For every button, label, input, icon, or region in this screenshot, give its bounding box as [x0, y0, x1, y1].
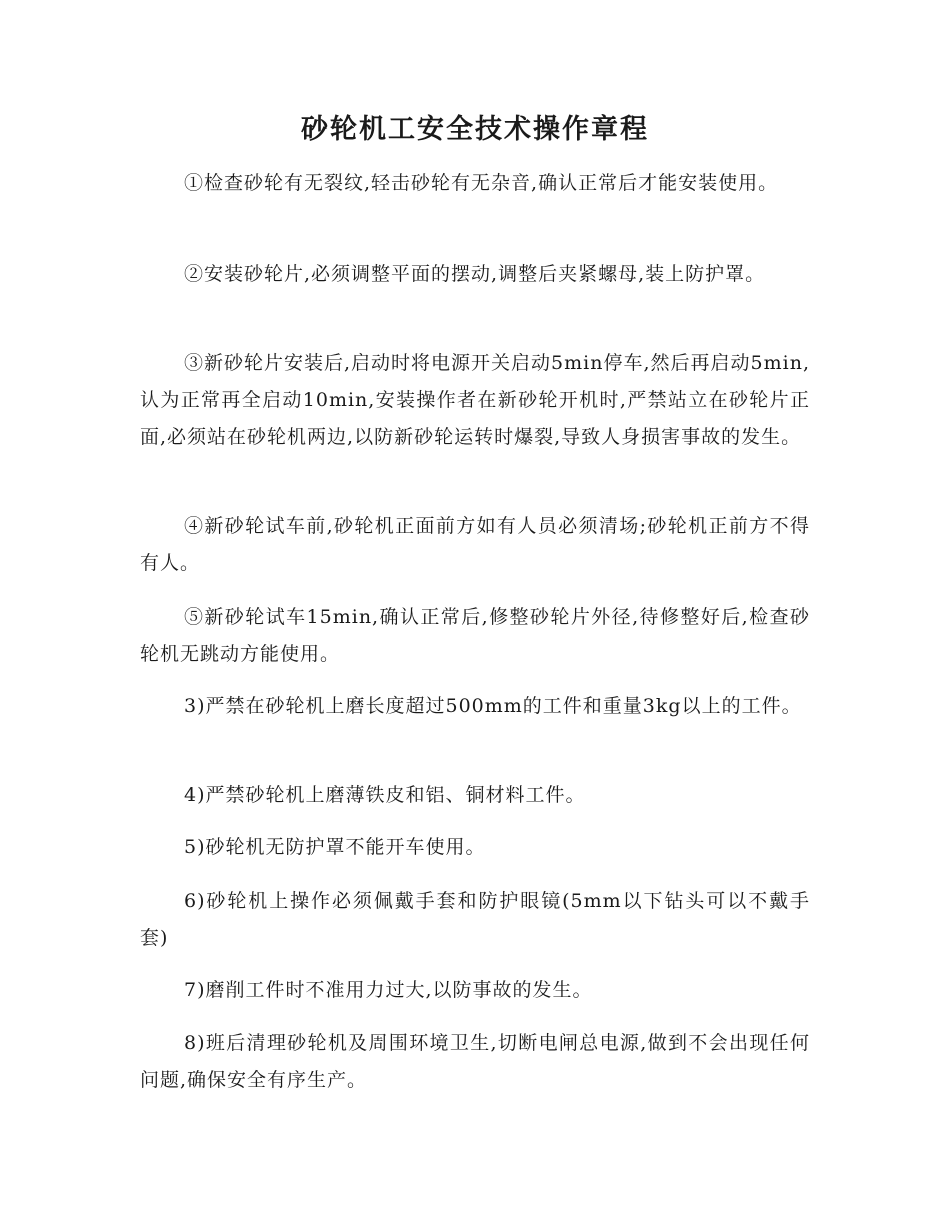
paragraph-3: ③新砂轮片安装后,启动时将电源开关启动5min停车,然后再启动5min,认为正常再全启动10min,安装操作者在新砂轮开机时,严禁站立在砂轮片正面,必须站在砂轮机两边,以防新砂轮运转时爆裂,导致人身损害事故的发生。: [140, 352, 810, 448]
paragraph-10: 7)磨削工件时不准用力过大,以防事故的发生。: [184, 979, 593, 1001]
paragraph-9: 6)砂轮机上操作必须佩戴手套和防护眼镜(5mm以下钻头可以不戴手套): [140, 890, 810, 949]
paragraph-6: 3)严禁在砂轮机上磨长度超过500mm的工件和重量3kg以上的工件。: [184, 695, 802, 717]
paragraph-4: ④新砂轮试车前,砂轮机正面前方如有人员必须清场;砂轮机正前方不得有人。: [140, 515, 810, 574]
paragraph-1: ①检查砂轮有无裂纹,轻击砂轮有无杂音,确认正常后才能安装使用。: [184, 172, 779, 194]
paragraph-5: ⑤新砂轮试车15min,确认正常后,修整砂轮片外径,待修整好后,检查砂轮机无跳动方能使用。: [140, 606, 810, 665]
paragraph-7: 4)严禁砂轮机上磨薄铁皮和铝、铜材料工件。: [184, 784, 586, 806]
paragraph-11: 8)班后清理砂轮机及周围环境卫生,切断电闸总电源,做到不会出现任何问题,确保安全有序生产。: [140, 1032, 810, 1091]
paragraph-2: ②安装砂轮片,必须调整平面的摆动,调整后夹紧螺母,装上防护罩。: [184, 263, 766, 285]
page-title: 砂轮机工安全技术操作章程: [301, 114, 649, 145]
paragraph-8: 5)砂轮机无防护罩不能开车使用。: [184, 836, 486, 858]
